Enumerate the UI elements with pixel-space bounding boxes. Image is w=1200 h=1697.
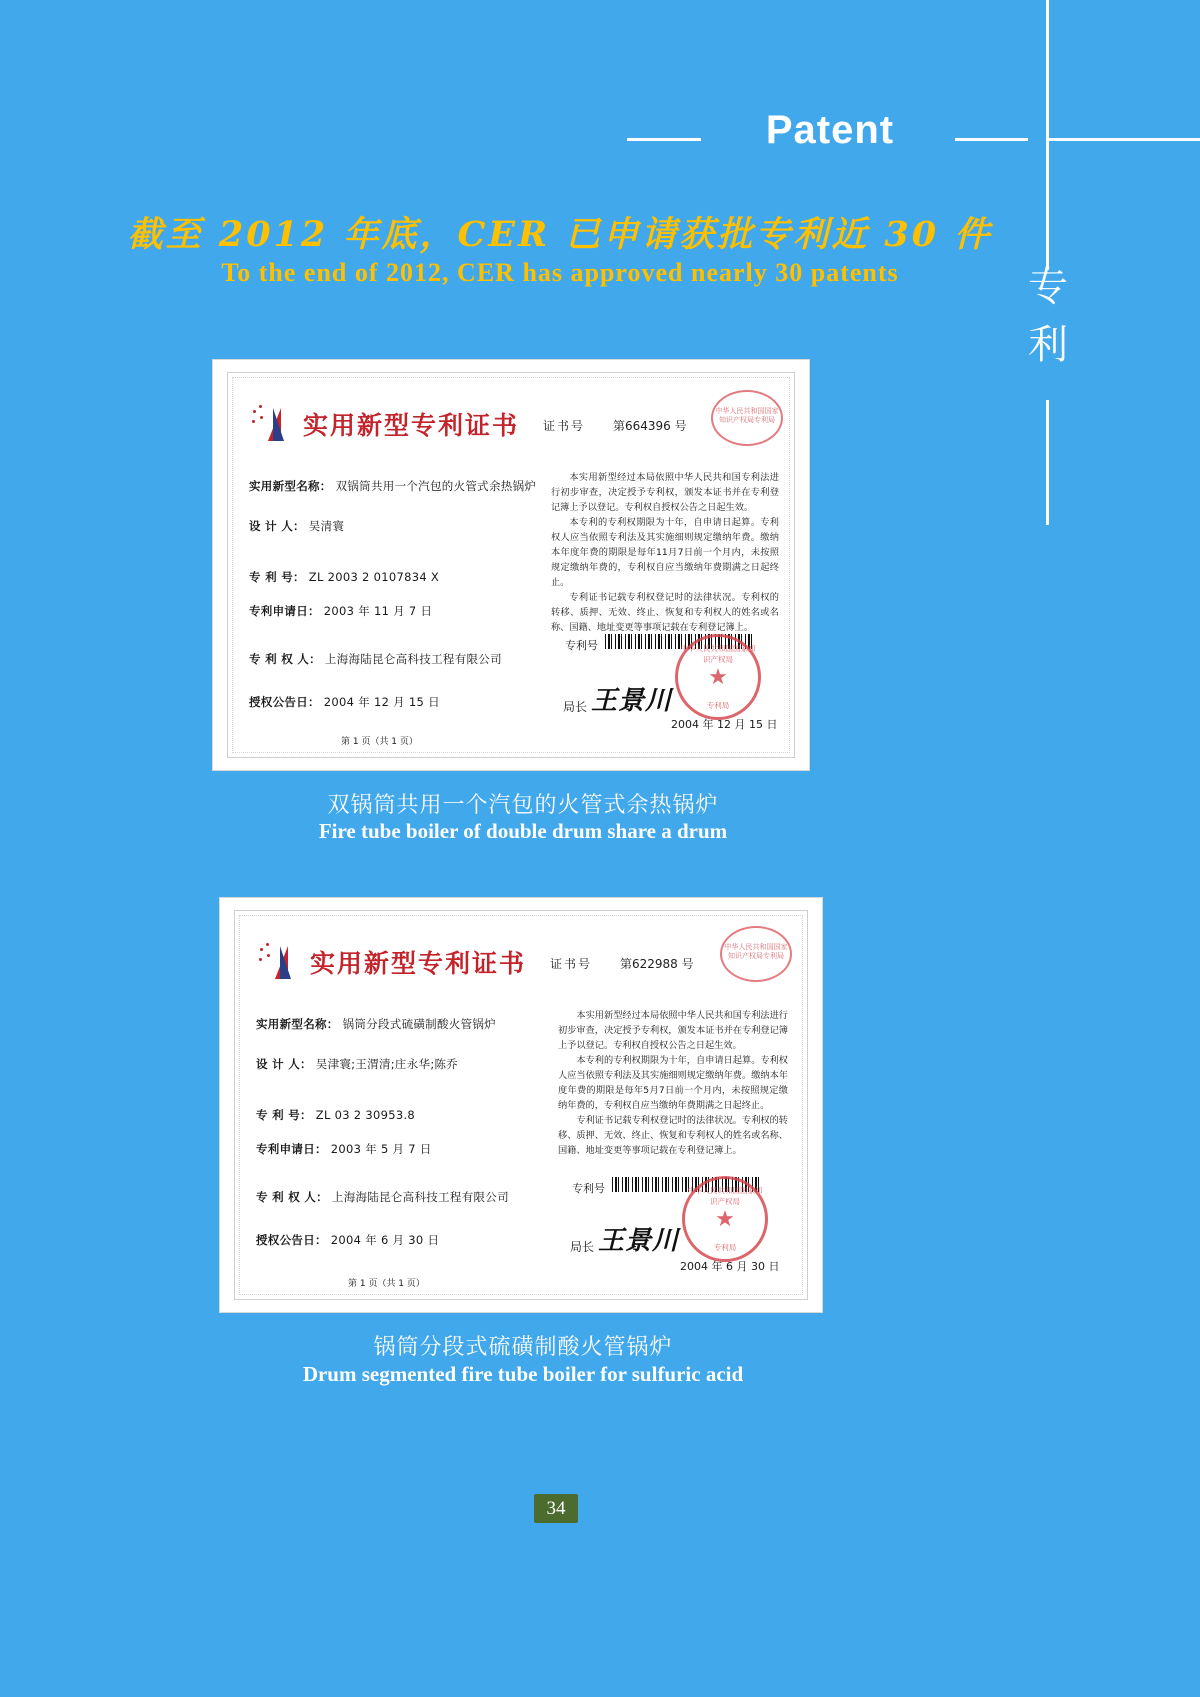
certificate-field-2-1: 设 计 人： 吴津寰;王渭清;庄永华;陈乔	[256, 1057, 459, 1071]
certificate-image-2	[219, 897, 823, 1313]
section-label-chinese: 专利	[1028, 264, 1068, 368]
page-mark-1: 第 1 页（共 1 页）	[341, 737, 418, 747]
header-vertical-rule	[1046, 0, 1049, 270]
certificate-field-2-0: 实用新型名称： 锅筒分段式硫磺制酸火管锅炉	[256, 1017, 496, 1031]
certificate-field-2-3: 专利申请日： 2003 年 5 月 7 日	[256, 1142, 432, 1156]
official-seal-icon-1: 中华人民共和国国家知识产权局 ★ 专利局	[675, 634, 761, 720]
caption-chinese-1: 双锅筒共用一个汽包的火管式余热锅炉	[327, 793, 719, 818]
certificate-field-1-0: 实用新型名称： 双锅筒共用一个汽包的火管式余热锅炉	[249, 479, 537, 493]
caption-english-1: Fire tube boiler of double drum share a drum	[318, 819, 728, 843]
patent-office-logo-icon	[258, 942, 300, 982]
certificate-field-2-4: 专 利 权 人： 上海海陆昆仑高科技工程有限公司	[256, 1190, 509, 1204]
certificate-heading-2	[258, 942, 526, 982]
signature-2: 王景川	[598, 1226, 680, 1256]
certificate-body-1: 本实用新型经过本局依照中华人民共和国专利法进行初步审查，决定授予专利权，颁发本证书并在专利登记簿上予以登记。专利权自授权公告之日起生效。 本专利的专利权期限为十年，自申请日起算。专利权人应当依照专利法及其实施细则规定缴纳年费。缴纳本年度年费的期限是每年11月7日前一个月内，未按照规定缴纳年费的，专利权自应当缴纳年费期满之日起终止。 专利证书记载专利权登记时的法律状况。专利权的转移、质押、无效、终止、恢复和专利权人的姓名或名称、国籍、地址变更等事项记载在专利登记簿上。	[551, 472, 779, 633]
certificate-field-1-1: 设 计 人： 吴清寰	[249, 519, 345, 533]
certificate-no-value-2: 第622988 号	[620, 957, 694, 971]
signature-label-1: 局长	[563, 700, 588, 714]
seal-star-icon-2: ★	[715, 1206, 735, 1231]
certificate-field-1-3: 专利申请日： 2003 年 11 月 7 日	[249, 604, 433, 618]
headline-english: To the end of 2012, CER has approved nearly 30 patents	[221, 258, 899, 287]
page-number-badge: 34	[534, 1494, 578, 1523]
certificate-field-1-5: 授权公告日： 2004 年 12 月 15 日	[249, 695, 440, 709]
certificate-title-1: 实用新型专利证书	[303, 411, 520, 440]
seal-star-icon-1: ★	[708, 664, 728, 689]
section-label-rule	[1046, 400, 1049, 525]
certificate-field-2-5: 授权公告日： 2004 年 6 月 30 日	[256, 1233, 440, 1247]
seal-date-1: 2004 年 12 月 15 日	[671, 718, 778, 731]
header-horizontal-rule-left	[627, 138, 701, 141]
page-title: Patent	[765, 108, 895, 152]
certificate-no-label-2: 证书号	[550, 957, 593, 971]
seal-date-2: 2004 年 6 月 30 日	[680, 1260, 780, 1273]
caption-chinese-2: 锅筒分段式硫磺制酸火管锅炉	[373, 1335, 673, 1360]
header-horizontal-rule-mid	[955, 138, 1028, 141]
certificate-no-value-1: 第664396 号	[613, 419, 687, 433]
certificate-title-2: 实用新型专利证书	[310, 949, 527, 978]
barcode-label-2: 专利号	[572, 1182, 605, 1195]
office-stamp-top-icon-1: 中华人民共和国国家知识产权局专利局	[711, 390, 783, 446]
header-horizontal-rule-right	[1046, 138, 1200, 141]
official-seal-icon-2: 中华人民共和国国家知识产权局 ★ 专利局	[682, 1176, 768, 1262]
patent-office-logo-icon	[251, 404, 293, 444]
certificate-heading-1	[251, 404, 519, 444]
barcode-label-1: 专利号	[565, 639, 598, 652]
certificate-field-1-2: 专 利 号： ZL 2003 2 0107834 X	[249, 570, 440, 584]
signature-1: 王景川	[591, 686, 673, 716]
signature-label-2: 局长	[570, 1240, 595, 1254]
office-stamp-top-icon-2: 中华人民共和国国家知识产权局专利局	[720, 926, 792, 982]
headline-chinese: 截至 2012 年底，CER 已申请获批专利近 30 件	[127, 214, 993, 255]
certificate-image-1	[212, 359, 810, 771]
certificate-body-2: 本实用新型经过本局依照中华人民共和国专利法进行初步审查，决定授予专利权，颁发本证书并在专利登记簿上予以登记。专利权自授权公告之日起生效。 本专利的专利权期限为十年，自申请日起算。专利权人应当依照专利法及其实施细则规定缴纳年费。缴纳本年度年费的期限是每年5月7日前一个月内，未按照规定缴纳年费的，专利权自应当缴纳年费期满之日起终止。 专利证书记载专利权登记时的法律状况。专利权的转移、质押、无效、终止、恢复和专利权人的姓名或名称、国籍、地址变更等事项记载在专利登记簿上。	[558, 1010, 788, 1156]
caption-english-2: Drum segmented fire tube boiler for sulfuric acid	[302, 1362, 744, 1386]
certificate-no-label-1: 证书号	[543, 419, 586, 433]
certificate-field-2-2: 专 利 号： ZL 03 2 30953.8	[256, 1108, 416, 1122]
certificate-field-1-4: 专 利 权 人： 上海海陆昆仑高科技工程有限公司	[249, 652, 502, 666]
page-mark-2: 第 1 页（共 1 页）	[348, 1279, 425, 1289]
